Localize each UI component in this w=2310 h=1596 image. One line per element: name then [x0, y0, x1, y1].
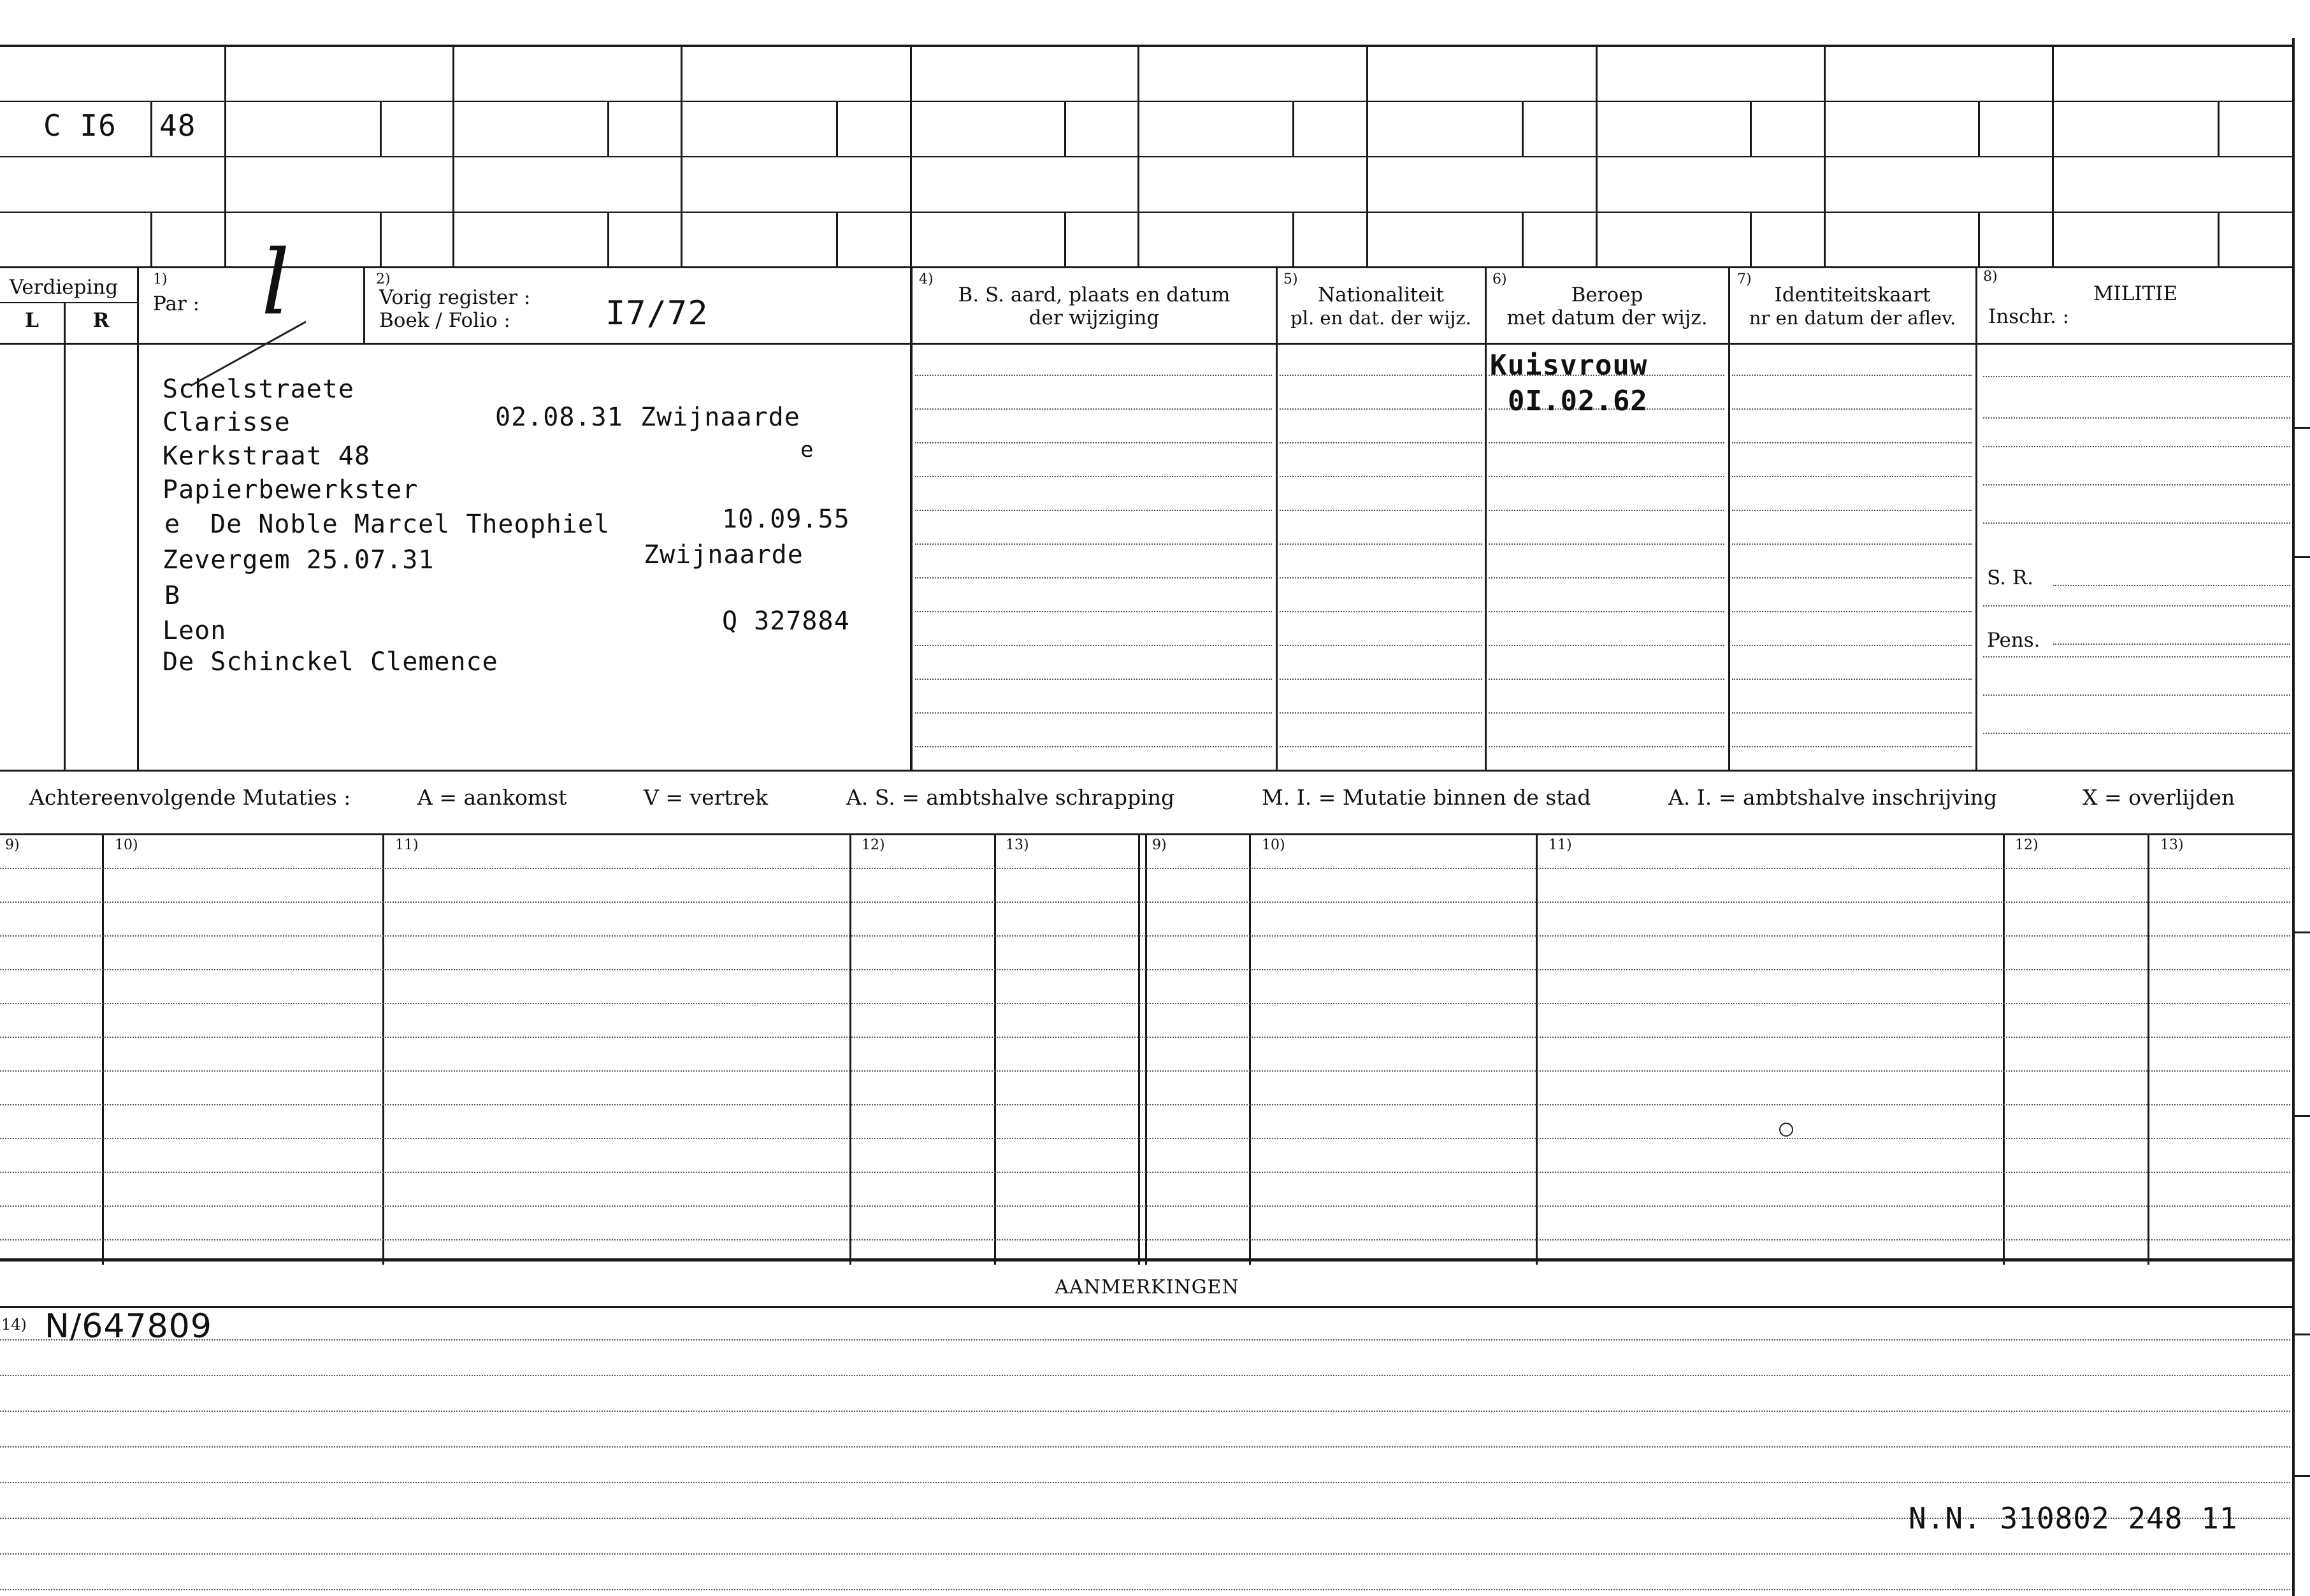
dotted-rule: [1280, 543, 1482, 545]
dotted-rule: [1489, 543, 1724, 545]
dotted-rule: [1489, 645, 1724, 646]
par-num: 1): [153, 271, 168, 287]
dotted-rule: [2053, 643, 2290, 645]
dotted-rule: [2053, 585, 2290, 586]
remarks-title: AANMERKINGEN: [1055, 1276, 1239, 1298]
dotted-rule: [1280, 611, 1482, 612]
beroep-line1: Beroep: [1571, 284, 1643, 306]
dotted-rule: [915, 543, 1272, 545]
dotted-rule: [1489, 611, 1724, 612]
mut-col-12-b: 12): [2015, 837, 2039, 853]
dotted-rule: [1489, 442, 1724, 443]
person-firstname: Clarisse: [162, 408, 291, 437]
verdieping-label: Verdieping: [9, 276, 119, 299]
vorig-line2: Boek / Folio :: [379, 309, 510, 332]
dotted-rule: [915, 510, 1272, 511]
dotted-rule: [1732, 510, 1972, 511]
legend-overlijden: X = overlijden: [2083, 785, 2235, 810]
person-spouse-birth: Zevergem 25.07.31: [162, 545, 435, 575]
dotted-rule: [1489, 712, 1724, 714]
mut-col-13-a: 13): [1006, 837, 1029, 853]
dotted-rule: [1489, 679, 1724, 680]
dotted-rule: [915, 577, 1272, 579]
dotted-rule: [0, 1003, 2290, 1004]
dotted-rule: [1280, 375, 1482, 376]
beroep-value: Kuisvrouw: [1490, 349, 1648, 382]
mut-col-11-a: 11): [395, 837, 419, 853]
dotted-rule: [0, 1339, 2290, 1341]
person-marriage-date: 10.09.55: [722, 505, 850, 534]
dotted-rule: [0, 1037, 2290, 1038]
nat-num: 5): [1283, 271, 1298, 287]
dotted-rule: [915, 611, 1272, 612]
militie-num: 8): [1983, 269, 1998, 285]
dotted-rule: [1983, 694, 2290, 696]
person-birth-date: 02.08.31: [495, 403, 623, 432]
vorig-num: 2): [376, 271, 391, 287]
dotted-rule: [1983, 656, 2290, 658]
dotted-rule: [1732, 712, 1972, 714]
dotted-rule: [0, 969, 2290, 970]
dotted-rule: [915, 442, 1272, 443]
mutations-title: Achtereenvolgende Mutaties :: [29, 785, 351, 810]
dotted-rule: [0, 1070, 2290, 1072]
dotted-rule: [915, 746, 1272, 747]
dotted-rule: [0, 1239, 2290, 1240]
dotted-rule: [0, 1172, 2290, 1173]
dotted-rule: [1732, 611, 1972, 612]
dotted-rule: [1983, 376, 2290, 377]
legend-inschrijving: A. I. = ambtshalve inschrijving: [1668, 785, 1998, 810]
dotted-rule: [0, 1138, 2290, 1139]
dotted-rule: [1280, 510, 1482, 511]
mut-col-9-b: 9): [1152, 837, 1167, 853]
dotted-rule: [0, 1446, 2290, 1448]
dotted-rule: [0, 1553, 2290, 1555]
dotted-rule: [1489, 746, 1724, 747]
verdieping-right: R: [92, 309, 110, 332]
nat-line2: pl. en dat. der wijz.: [1290, 307, 1471, 329]
dotted-rule: [1983, 446, 2290, 447]
dotted-rule: [1280, 408, 1482, 410]
legend-mutatie: M. I. = Mutatie binnen de stad: [1262, 785, 1591, 810]
dotted-rule: [1280, 712, 1482, 714]
vorig-value: I7/72: [605, 294, 709, 333]
id-num: 7): [1737, 271, 1752, 287]
dotted-rule: [0, 1104, 2290, 1105]
dotted-rule: [0, 1482, 2290, 1483]
dotted-rule: [1280, 679, 1482, 680]
id-line1: Identiteitskaart: [1774, 284, 1931, 306]
dotted-rule: [0, 1589, 2290, 1590]
dotted-rule: [0, 868, 2290, 869]
person-nationality: B: [164, 581, 181, 610]
register-number: 48: [159, 108, 196, 143]
dotted-rule: [1983, 605, 2290, 607]
dotted-rule: [915, 375, 1272, 376]
person-occupation: Papierbewerkster: [162, 475, 419, 505]
dotted-rule: [1732, 408, 1972, 410]
nat-line1: Nationaliteit: [1317, 284, 1445, 306]
dotted-rule: [1732, 476, 1972, 477]
person-address: Kerkstraat 48: [162, 442, 371, 471]
militie-inschr: Inschr. :: [1988, 305, 2070, 328]
mut-col-10-a: 10): [115, 837, 138, 853]
bs-num: 4): [919, 271, 934, 287]
dotted-rule: [0, 1411, 2290, 1412]
mut-col-9-a: 9): [5, 837, 20, 853]
dotted-rule: [1280, 746, 1482, 747]
dotted-rule: [1732, 543, 1972, 545]
mut-col-11-b: 11): [1548, 837, 1572, 853]
dotted-rule: [915, 645, 1272, 646]
dotted-rule: [1280, 476, 1482, 477]
beroep-line2: met datum der wijz.: [1506, 306, 1708, 329]
person-marriage-place: Zwijnaarde: [644, 540, 804, 570]
dotted-rule: [1280, 645, 1482, 646]
id-line2: nr en datum der aflev.: [1749, 307, 1956, 329]
dotted-rule: [1983, 733, 2290, 734]
person-mother: De Schinckel Clemence: [162, 647, 498, 677]
dotted-rule: [1983, 484, 2290, 485]
dotted-rule: [1732, 679, 1972, 680]
mut-col-13-b: 13): [2160, 837, 2184, 853]
dotted-rule: [1489, 510, 1724, 511]
militie-sr: S. R.: [1987, 566, 2034, 589]
verdieping-left: L: [25, 309, 39, 332]
remarks-value: N/647809: [45, 1307, 212, 1346]
remarks-nn: N.N. 310802 248 11: [1909, 1501, 2238, 1535]
person-id-number: Q 327884: [722, 607, 850, 636]
dotted-rule: [1983, 522, 2290, 524]
person-spouse-prefix: e: [164, 510, 181, 539]
dotted-rule: [1489, 476, 1724, 477]
militie-pens: Pens.: [1987, 629, 2040, 652]
dotted-rule: [1732, 577, 1972, 579]
dotted-rule: [1983, 417, 2290, 419]
dotted-rule: [1732, 375, 1972, 376]
bs-line2: der wijziging: [1029, 306, 1160, 329]
person-address-mark: e: [800, 437, 814, 463]
person-father: Leon: [162, 616, 227, 645]
legend-aankomst: A = aankomst: [417, 785, 567, 810]
dotted-rule: [0, 1375, 2290, 1376]
dotted-rule: [915, 712, 1272, 714]
mut-col-12-a: 12): [862, 837, 885, 853]
dotted-rule: [1489, 577, 1724, 579]
dotted-rule: [1732, 746, 1972, 747]
vorig-line1: Vorig register :: [379, 286, 531, 309]
dotted-rule: [915, 679, 1272, 680]
dotted-rule: [1732, 645, 1972, 646]
beroep-date: 0I.02.62: [1508, 385, 1648, 417]
dotted-rule: [1280, 577, 1482, 579]
dotted-rule: [915, 476, 1272, 477]
legend-schrapping: A. S. = ambtshalve schrapping: [846, 785, 1175, 810]
par-handwritten-mark: l: [261, 231, 290, 335]
militie-title: MILITIE: [2093, 282, 2178, 305]
dotted-rule: [0, 935, 2290, 937]
beroep-num: 6): [1492, 271, 1507, 287]
legend-vertrek: V = vertrek: [644, 785, 768, 810]
remarks-num: 14): [1, 1316, 27, 1334]
dotted-rule: [1732, 442, 1972, 443]
person-spouse: De Noble Marcel Theophiel: [210, 510, 610, 539]
circle-mark: [1779, 1123, 1793, 1137]
person-birth-place: Zwijnaarde: [640, 403, 800, 432]
dotted-rule: [915, 408, 1272, 410]
person-surname: Schelstraete: [162, 375, 354, 404]
dotted-rule: [1280, 442, 1482, 443]
register-code: C I6: [43, 108, 117, 143]
bs-line1: B. S. aard, plaats en datum: [958, 284, 1231, 306]
dotted-rule: [0, 902, 2290, 903]
par-label: Par :: [153, 292, 200, 315]
dotted-rule: [0, 1205, 2290, 1207]
mut-col-10-b: 10): [1262, 837, 1285, 853]
